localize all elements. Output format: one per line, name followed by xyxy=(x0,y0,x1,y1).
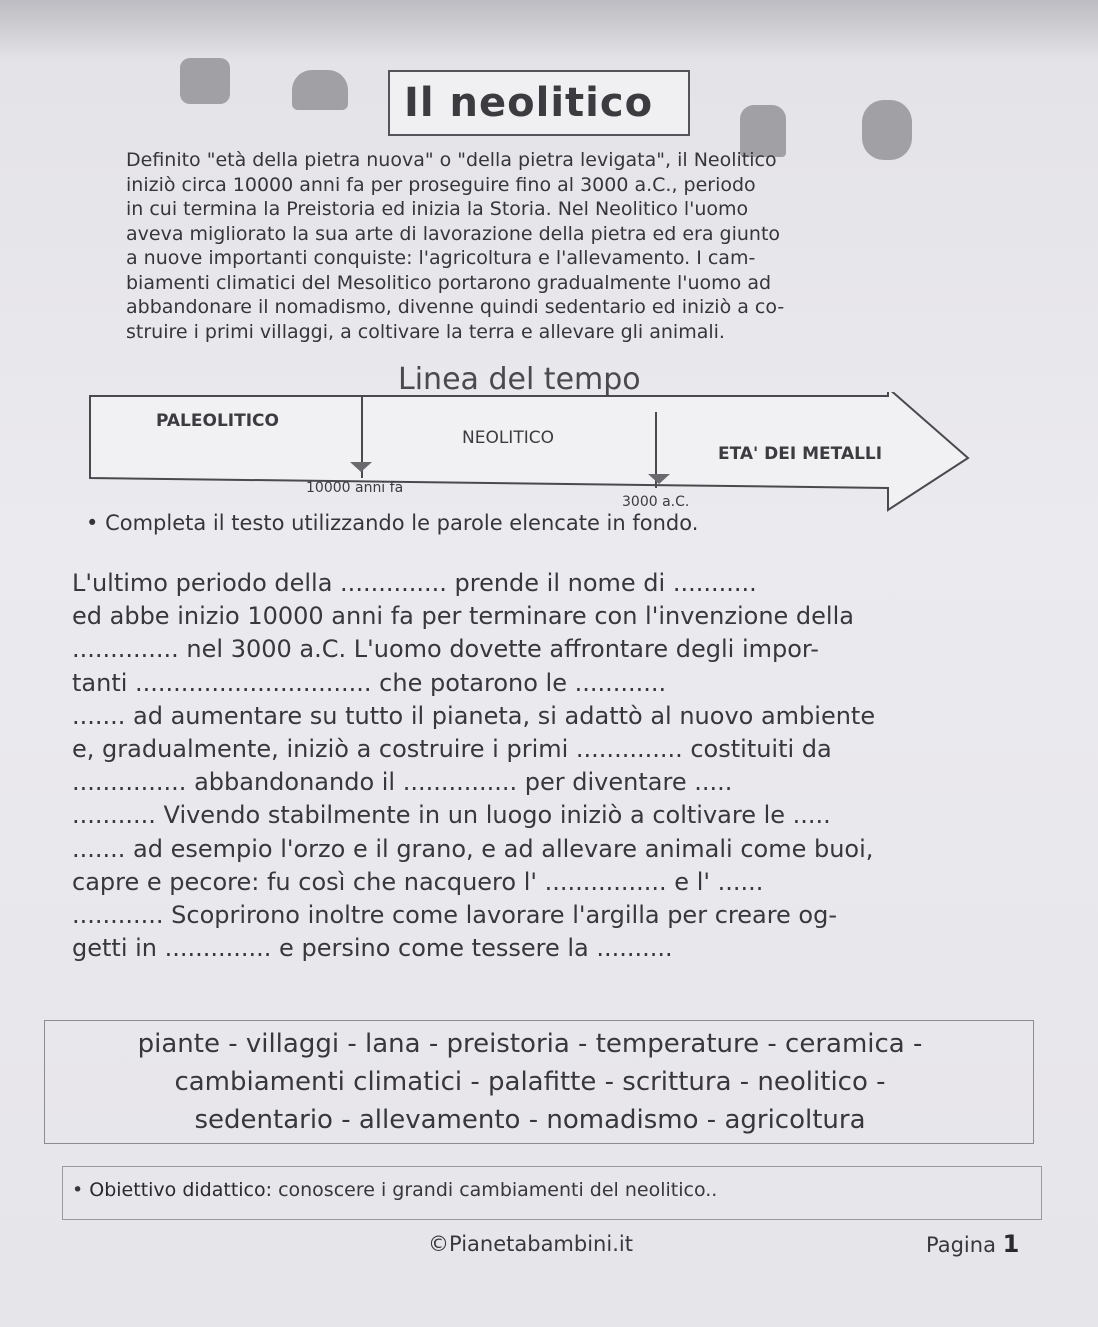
intro-line: iniziò circa 10000 anni fa per proseguire fino al 3000 a.C., periodo xyxy=(126,173,756,196)
page-title: Il neolitico xyxy=(404,80,654,126)
exercise-line: e, gradualmente, iniziò a costruire i primi .............. costituiti da xyxy=(72,735,832,764)
exercise-line: ed abbe inizio 10000 anni fa per terminare con l'invenzione della xyxy=(72,602,854,631)
timeline-date-10000: 10000 anni fa xyxy=(306,480,404,496)
stone-tool-icon xyxy=(292,70,348,110)
exercise-line: ............... abbandonando il ............... per diventare ..... xyxy=(72,768,733,797)
page-number-value: 1 xyxy=(1002,1230,1020,1258)
exercise-line: ........... Vivendo stabilmente in un luogo iniziò a coltivare le ..... xyxy=(72,801,831,830)
source-credit: ©Pianetabambini.it xyxy=(428,1232,633,1256)
goal-label: Obiettivo didattico: xyxy=(89,1179,273,1201)
timeline-title: Linea del tempo xyxy=(398,362,641,397)
exercise-instruction xyxy=(86,511,698,535)
top-shadow xyxy=(0,0,1098,60)
exercise-text xyxy=(72,567,1032,965)
exercise-line: capre e pecore: fu così che nacquero l' ................ e l' ...... xyxy=(72,867,764,896)
word-bank xyxy=(40,1025,1020,1139)
bullet: • xyxy=(72,1179,84,1201)
word-bank-line: sedentario - allevamento - nomadismo - agricoltura xyxy=(194,1105,866,1135)
page-label: Pagina xyxy=(926,1233,996,1257)
learning-goal xyxy=(72,1179,717,1201)
intro-paragraph xyxy=(126,148,966,344)
exercise-line: ....... ad esempio l'orzo e il grano, e ad allevare animali come buoi, xyxy=(72,834,874,863)
intro-line: in cui termina la Preistoria ed inizia la Storia. Nel Neolitico l'uomo xyxy=(126,198,749,220)
exercise-line: L'ultimo periodo della .............. prende il nome di ........... xyxy=(72,569,757,597)
timeline-segment-neolitico: NEOLITICO xyxy=(462,428,554,448)
intro-line: biamenti climatici del Mesolitico portarono gradualmente l'uomo ad xyxy=(126,271,772,294)
exercise-line: ............ Scoprirono inoltre come lavorare l'argilla per creare og- xyxy=(72,901,838,930)
exercise-line: ....... ad aumentare su tutto il pianeta, si adattò al nuovo ambiente xyxy=(72,701,876,730)
intro-line: a nuove importanti conquiste: l'agricoltura e l'allevamento. I cam- xyxy=(126,247,756,269)
intro-line: aveva migliorato la sua arte di lavorazione della pietra ed era giunto xyxy=(126,222,781,245)
bullet: • xyxy=(86,511,99,535)
exercise-line: tanti ............................... che potarono le ............ xyxy=(72,668,667,697)
exercise-line: getti in .............. e persino come tessere la .......... xyxy=(72,934,673,963)
exercise-line: .............. nel 3000 a.C. L'uomo dovette affrontare degli impor- xyxy=(72,635,819,664)
timeline-segment-paleolitico: PALEOLITICO xyxy=(156,411,279,431)
page-number xyxy=(926,1230,1019,1258)
intro-line: abbandonare il nomadismo, divenne quindi sedentario ed iniziò a co- xyxy=(126,296,785,318)
intro-line: Definito "età della pietra nuova" o "della pietra levigata", il Neolitico xyxy=(126,149,777,171)
word-bank-line: cambiamenti climatici - palafitte - scrittura - neolitico - xyxy=(174,1067,886,1097)
timeline-segment-eta-metalli: ETA' DEI METALLI xyxy=(718,444,883,464)
goal-text: conoscere i grandi cambiamenti del neolitico.. xyxy=(272,1179,718,1201)
timeline-date-3000: 3000 a.C. xyxy=(622,494,690,510)
instruction-text: Completa il testo utilizzando le parole elencate in fondo. xyxy=(105,511,699,535)
word-bank-line: piante - villaggi - lana - preistoria - temperature - ceramica - xyxy=(137,1029,923,1059)
intro-line: struire i primi villaggi, a coltivare la terra e allevare gli animali. xyxy=(126,320,725,343)
stone-tool-icon xyxy=(180,58,230,104)
